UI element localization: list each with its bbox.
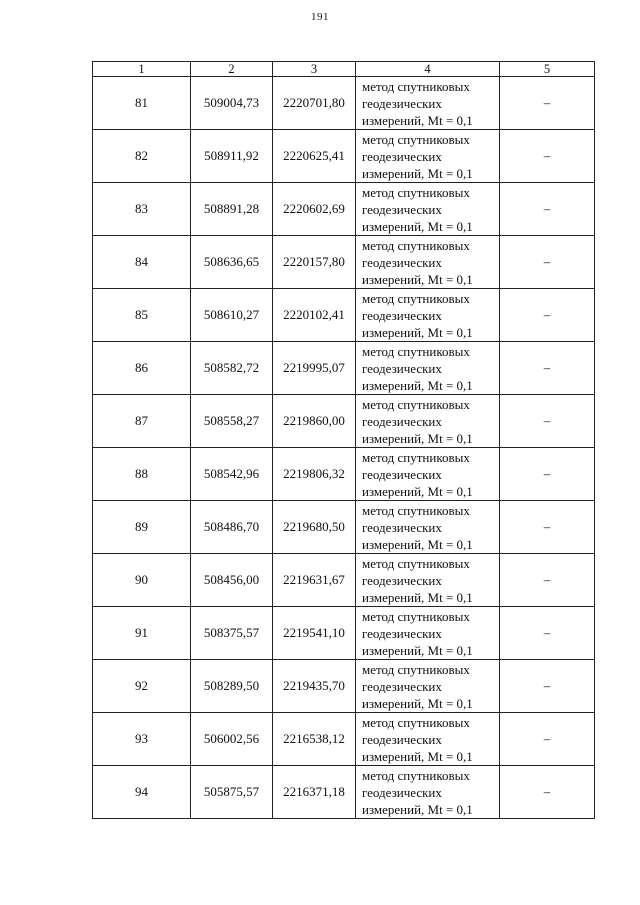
note-cell: – bbox=[500, 713, 595, 766]
method-line: метод спутниковых bbox=[362, 714, 470, 730]
table-row bbox=[93, 342, 595, 395]
method-cell bbox=[356, 554, 500, 607]
table-row bbox=[93, 607, 595, 660]
method-line: геодезических bbox=[362, 625, 442, 641]
header-cell: 5 bbox=[500, 62, 595, 77]
method-line: геодезических bbox=[362, 784, 442, 800]
note-cell: – bbox=[500, 607, 595, 660]
method-line: геодезических bbox=[362, 519, 442, 535]
x-coordinate-cell: 508486,70 bbox=[191, 501, 273, 554]
note-cell: – bbox=[500, 236, 595, 289]
method-line: геодезических bbox=[362, 148, 442, 164]
x-coordinate-cell: 508289,50 bbox=[191, 660, 273, 713]
method-line: метод спутниковых bbox=[362, 608, 470, 624]
note-cell: – bbox=[500, 395, 595, 448]
point-number-cell: 92 bbox=[93, 660, 191, 713]
point-number-cell: 93 bbox=[93, 713, 191, 766]
y-coordinate-cell: 2220625,41 bbox=[273, 130, 356, 183]
method-cell bbox=[356, 713, 500, 766]
table-row bbox=[93, 130, 595, 183]
table-row bbox=[93, 660, 595, 713]
header-cell: 4 bbox=[356, 62, 500, 77]
note-cell: – bbox=[500, 501, 595, 554]
method-line: метод спутниковых bbox=[362, 131, 470, 147]
method-line: метод спутниковых bbox=[362, 290, 470, 306]
method-line: измерений, Mt = 0,1 bbox=[362, 218, 473, 234]
y-coordinate-cell: 2220157,80 bbox=[273, 236, 356, 289]
point-number-cell: 83 bbox=[93, 183, 191, 236]
table-row bbox=[93, 448, 595, 501]
y-coordinate-cell: 2219995,07 bbox=[273, 342, 356, 395]
note-cell: – bbox=[500, 660, 595, 713]
header-cell: 1 bbox=[93, 62, 191, 77]
method-line: метод спутниковых bbox=[362, 502, 470, 518]
point-number-cell: 84 bbox=[93, 236, 191, 289]
method-line: метод спутниковых bbox=[362, 237, 470, 253]
method-line: геодезических bbox=[362, 360, 442, 376]
method-cell bbox=[356, 395, 500, 448]
method-line: измерений, Mt = 0,1 bbox=[362, 165, 473, 181]
point-number-cell: 85 bbox=[93, 289, 191, 342]
header-cell: 3 bbox=[273, 62, 356, 77]
method-line: измерений, Mt = 0,1 bbox=[362, 536, 473, 552]
method-line: метод спутниковых bbox=[362, 396, 470, 412]
method-line: геодезических bbox=[362, 466, 442, 482]
method-cell bbox=[356, 766, 500, 819]
method-cell bbox=[356, 607, 500, 660]
method-line: геодезических bbox=[362, 572, 442, 588]
x-coordinate-cell: 508456,00 bbox=[191, 554, 273, 607]
note-cell: – bbox=[500, 130, 595, 183]
x-coordinate-cell: 508610,27 bbox=[191, 289, 273, 342]
table-row bbox=[93, 395, 595, 448]
method-line: метод спутниковых bbox=[362, 78, 470, 94]
method-line: измерений, Mt = 0,1 bbox=[362, 695, 473, 711]
y-coordinate-cell: 2219435,70 bbox=[273, 660, 356, 713]
y-coordinate-cell: 2219806,32 bbox=[273, 448, 356, 501]
y-coordinate-cell: 2216538,12 bbox=[273, 713, 356, 766]
method-line: метод спутниковых bbox=[362, 555, 470, 571]
method-cell bbox=[356, 236, 500, 289]
note-cell: – bbox=[500, 766, 595, 819]
method-cell bbox=[356, 342, 500, 395]
method-line: измерений, Mt = 0,1 bbox=[362, 748, 473, 764]
method-line: измерений, Mt = 0,1 bbox=[362, 430, 473, 446]
method-line: метод спутниковых bbox=[362, 184, 470, 200]
point-number-cell: 90 bbox=[93, 554, 191, 607]
x-coordinate-cell: 508375,57 bbox=[191, 607, 273, 660]
method-line: геодезических bbox=[362, 307, 442, 323]
y-coordinate-cell: 2220701,80 bbox=[273, 77, 356, 130]
method-line: измерений, Mt = 0,1 bbox=[362, 377, 473, 393]
table-row bbox=[93, 236, 595, 289]
x-coordinate-cell: 506002,56 bbox=[191, 713, 273, 766]
method-line: геодезических bbox=[362, 95, 442, 111]
x-coordinate-cell: 508582,72 bbox=[191, 342, 273, 395]
table-row bbox=[93, 501, 595, 554]
method-line: геодезических bbox=[362, 731, 442, 747]
x-coordinate-cell: 508891,28 bbox=[191, 183, 273, 236]
method-line: геодезических bbox=[362, 413, 442, 429]
y-coordinate-cell: 2219680,50 bbox=[273, 501, 356, 554]
point-number-cell: 88 bbox=[93, 448, 191, 501]
table-row bbox=[93, 766, 595, 819]
method-cell bbox=[356, 448, 500, 501]
table-header-row bbox=[93, 62, 595, 77]
method-line: измерений, Mt = 0,1 bbox=[362, 271, 473, 287]
y-coordinate-cell: 2219860,00 bbox=[273, 395, 356, 448]
coordinates-table bbox=[92, 61, 595, 819]
note-cell: – bbox=[500, 183, 595, 236]
method-line: метод спутниковых bbox=[362, 661, 470, 677]
method-line: геодезических bbox=[362, 254, 442, 270]
note-cell: – bbox=[500, 77, 595, 130]
method-cell bbox=[356, 77, 500, 130]
table-row bbox=[93, 289, 595, 342]
point-number-cell: 81 bbox=[93, 77, 191, 130]
y-coordinate-cell: 2220602,69 bbox=[273, 183, 356, 236]
x-coordinate-cell: 505875,57 bbox=[191, 766, 273, 819]
method-cell bbox=[356, 501, 500, 554]
note-cell: – bbox=[500, 289, 595, 342]
x-coordinate-cell: 508636,65 bbox=[191, 236, 273, 289]
note-cell: – bbox=[500, 448, 595, 501]
y-coordinate-cell: 2220102,41 bbox=[273, 289, 356, 342]
method-cell bbox=[356, 130, 500, 183]
method-cell bbox=[356, 660, 500, 713]
method-line: метод спутниковых bbox=[362, 767, 470, 783]
y-coordinate-cell: 2219631,67 bbox=[273, 554, 356, 607]
method-line: измерений, Mt = 0,1 bbox=[362, 112, 473, 128]
method-cell bbox=[356, 289, 500, 342]
point-number-cell: 91 bbox=[93, 607, 191, 660]
method-line: измерений, Mt = 0,1 bbox=[362, 483, 473, 499]
method-line: метод спутниковых bbox=[362, 449, 470, 465]
table-row bbox=[93, 554, 595, 607]
note-cell: – bbox=[500, 554, 595, 607]
x-coordinate-cell: 508558,27 bbox=[191, 395, 273, 448]
table-row bbox=[93, 183, 595, 236]
header-cell: 2 bbox=[191, 62, 273, 77]
method-line: геодезических bbox=[362, 678, 442, 694]
method-line: измерений, Mt = 0,1 bbox=[362, 642, 473, 658]
method-cell bbox=[356, 183, 500, 236]
method-line: геодезических bbox=[362, 201, 442, 217]
point-number-cell: 89 bbox=[93, 501, 191, 554]
x-coordinate-cell: 509004,73 bbox=[191, 77, 273, 130]
method-line: измерений, Mt = 0,1 bbox=[362, 324, 473, 340]
method-line: измерений, Mt = 0,1 bbox=[362, 589, 473, 605]
y-coordinate-cell: 2216371,18 bbox=[273, 766, 356, 819]
x-coordinate-cell: 508911,92 bbox=[191, 130, 273, 183]
y-coordinate-cell: 2219541,10 bbox=[273, 607, 356, 660]
note-cell: – bbox=[500, 342, 595, 395]
point-number-cell: 94 bbox=[93, 766, 191, 819]
method-line: измерений, Mt = 0,1 bbox=[362, 801, 473, 817]
table-body bbox=[93, 77, 595, 819]
method-line: метод спутниковых bbox=[362, 343, 470, 359]
point-number-cell: 82 bbox=[93, 130, 191, 183]
table-row bbox=[93, 713, 595, 766]
point-number-cell: 86 bbox=[93, 342, 191, 395]
point-number-cell: 87 bbox=[93, 395, 191, 448]
x-coordinate-cell: 508542,96 bbox=[191, 448, 273, 501]
page-number: 191 bbox=[311, 11, 329, 23]
table-row bbox=[93, 77, 595, 130]
